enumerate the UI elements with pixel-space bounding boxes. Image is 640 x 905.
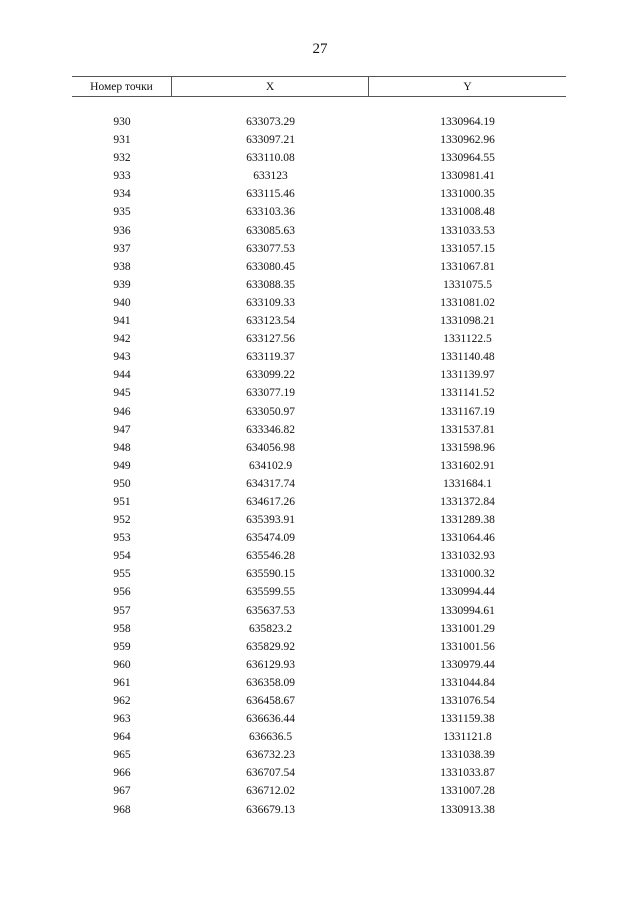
point-number-cell: 941 [113,315,131,328]
x-coordinate-cell: 635599.55 [246,586,295,599]
x-coordinate-cell: 633127.56 [246,333,295,346]
point-number-cell: 949 [113,459,131,472]
x-coordinate-cell: 635474.09 [246,532,295,545]
y-coordinate-cell: 1330979.44 [440,658,495,671]
point-number-cell: 952 [113,514,131,527]
table-row [72,384,566,402]
y-coordinate-cell: 1330913.38 [440,803,495,816]
y-coordinate-cell: 1330994.61 [440,604,495,617]
table-row [72,493,566,511]
y-coordinate-cell: 1331537.81 [440,423,495,436]
table-row [72,547,566,565]
table-row [72,330,566,348]
y-coordinate-cell: 1331033.53 [440,224,495,237]
point-number-cell: 954 [113,550,131,563]
y-coordinate-cell: 1331001.56 [440,640,495,653]
y-coordinate-cell: 1331064.46 [440,532,495,545]
table-row [72,511,566,529]
x-coordinate-cell: 636458.67 [246,695,295,707]
point-number-cell: 939 [113,278,131,291]
y-coordinate-cell: 1331372.84 [440,495,495,508]
table-row [72,782,566,800]
table-row [72,656,566,674]
table-row [72,565,566,583]
table-row [72,728,566,746]
point-number-cell: 931 [113,134,131,147]
table-row [72,149,566,167]
point-number-cell: 937 [113,242,131,255]
point-number-cell: 955 [113,568,131,581]
point-number-cell: 940 [113,296,131,309]
x-coordinate-cell: 633123 [253,170,288,183]
y-coordinate-cell: 1331684.1 [443,477,492,490]
table-row [72,185,566,203]
point-number-cell: 944 [113,369,131,382]
table-row [72,620,566,638]
y-coordinate-cell: 1330964.55 [440,152,495,165]
y-coordinate-cell: 1331032.93 [440,550,495,563]
point-number-cell: 932 [113,152,131,165]
table-row [72,348,566,366]
point-number-cell: 936 [113,224,131,237]
point-number-cell: 957 [113,604,131,617]
point-number-cell: 967 [113,785,131,798]
point-number-cell: 951 [113,495,131,508]
x-coordinate-cell: 633119.37 [246,351,295,364]
table-header-row [72,76,566,97]
point-number-cell: 963 [113,713,131,726]
table-row [72,746,566,764]
table-row [72,457,566,475]
y-coordinate-cell: 1331139.97 [440,369,495,382]
point-number-cell: 943 [113,351,131,364]
header-point-number: Номер точки [72,77,172,96]
y-coordinate-cell: 1331038.39 [440,749,495,762]
x-coordinate-cell: 633073.29 [246,116,295,128]
point-number-cell: 966 [113,767,131,780]
table-row [72,529,566,547]
x-coordinate-cell: 633099.22 [246,369,295,382]
point-number-cell: 961 [113,676,131,689]
y-coordinate-cell: 1331159.38 [440,713,495,726]
x-coordinate-cell: 635546.28 [246,550,295,563]
y-coordinate-cell: 1331141.52 [440,387,495,400]
x-coordinate-cell: 636636.44 [246,713,295,726]
point-number-cell: 964 [113,731,131,744]
y-coordinate-cell: 1331140.48 [440,351,495,364]
y-coordinate-cell: 1331057.15 [440,242,495,255]
point-number-cell: 947 [113,423,131,436]
x-coordinate-cell: 636636.5 [248,731,293,744]
x-coordinate-cell: 633085.63 [246,224,295,237]
x-coordinate-cell: 633050.97 [246,405,295,418]
x-coordinate-cell: 636358.09 [246,676,295,689]
table-row [72,439,566,457]
x-coordinate-cell: 636732.23 [246,749,295,762]
page-number: 27 [312,41,328,57]
x-coordinate-cell: 634617.26 [246,495,295,508]
table-body [72,113,566,819]
point-number-cell: 942 [113,333,131,346]
table-row [72,167,566,185]
point-number-cell: 935 [113,206,131,219]
y-coordinate-cell: 1331000.35 [440,188,495,201]
table-row [72,294,566,312]
x-coordinate-cell: 636712.02 [246,785,295,798]
table-row [72,113,566,131]
x-coordinate-cell: 633115.46 [246,188,295,201]
point-number-cell: 965 [113,749,131,762]
point-number-cell: 959 [113,640,131,653]
table-row [72,638,566,656]
x-coordinate-cell: 636707.54 [246,767,295,780]
y-coordinate-cell: 1331075.5 [443,278,492,291]
table-row [72,692,566,710]
point-number-cell: 930 [113,116,131,128]
x-coordinate-cell: 634317.74 [246,477,295,490]
point-number-cell: 962 [113,695,131,707]
y-coordinate-cell: 1331008.48 [440,206,495,219]
y-coordinate-cell: 1330981.41 [440,170,495,183]
x-coordinate-cell: 633077.53 [246,242,295,255]
x-coordinate-cell: 633077.19 [246,387,295,400]
point-number-cell: 938 [113,260,131,273]
table-row [72,276,566,294]
point-number-cell: 960 [113,658,131,671]
x-coordinate-cell: 633110.08 [246,152,295,165]
y-coordinate-cell: 1331121.8 [443,731,492,744]
point-number-cell: 934 [113,188,131,201]
x-coordinate-cell: 636129.93 [246,658,295,671]
x-coordinate-cell: 634056.98 [246,441,295,454]
x-coordinate-cell: 633103.36 [246,206,295,219]
x-coordinate-cell: 633080.45 [246,260,295,273]
y-coordinate-cell: 1331098.21 [440,315,495,328]
x-coordinate-cell: 636679.13 [246,803,295,816]
table-row [72,475,566,493]
x-coordinate-cell: 635590.15 [246,568,295,581]
table-row [72,366,566,384]
x-coordinate-cell: 635637.53 [246,604,295,617]
x-coordinate-cell: 633346.82 [246,423,295,436]
table-row [72,258,566,276]
point-number-cell: 968 [113,803,131,816]
header-y: Y [463,80,472,93]
header-x: X [172,77,369,96]
table-row [72,203,566,221]
coordinates-table [72,76,566,819]
table-row [72,801,566,819]
y-coordinate-cell: 1331289.38 [440,514,495,527]
y-coordinate-cell: 1331122.5 [443,333,492,346]
point-number-cell: 956 [113,586,131,599]
y-coordinate-cell: 1330964.19 [440,116,495,128]
point-number-cell: 948 [113,441,131,454]
y-coordinate-cell: 1331598.96 [440,441,495,454]
y-coordinate-cell: 1331044.84 [440,676,495,689]
y-coordinate-cell: 1331067.81 [440,260,495,273]
x-coordinate-cell: 633123.54 [246,315,295,328]
x-coordinate-cell: 635393.91 [246,514,295,527]
table-row [72,421,566,439]
y-coordinate-cell: 1331081.02 [440,296,495,309]
point-number-cell: 953 [113,532,131,545]
table-row [72,222,566,240]
y-coordinate-cell: 1331033.87 [440,767,495,780]
y-coordinate-cell: 1330994.44 [440,586,495,599]
x-coordinate-cell: 633088.35 [246,278,295,291]
y-coordinate-cell: 1331602.91 [440,459,495,472]
point-number-cell: 933 [113,170,131,183]
table-row [72,764,566,782]
x-coordinate-cell: 634102.9 [248,459,293,472]
y-coordinate-cell: 1331167.19 [440,405,495,418]
table-row [72,240,566,258]
table-row [72,312,566,330]
y-coordinate-cell: 1331076.54 [440,695,495,707]
x-coordinate-cell: 635823.2 [248,622,293,635]
point-number-cell: 945 [113,387,131,400]
table-row [72,602,566,620]
table-row [72,674,566,692]
y-coordinate-cell: 1331001.29 [440,622,495,635]
x-coordinate-cell: 635829.92 [246,640,295,653]
y-coordinate-cell: 1331000.32 [440,568,495,581]
x-coordinate-cell: 633109.33 [246,296,295,309]
table-row [72,131,566,149]
table-row [72,403,566,421]
point-number-cell: 946 [113,405,131,418]
y-coordinate-cell: 1331007.28 [440,785,495,798]
table-row [72,583,566,601]
point-number-cell: 950 [113,477,131,490]
point-number-cell: 958 [113,622,131,635]
y-coordinate-cell: 1330962.96 [440,134,495,147]
table-row [72,710,566,728]
x-coordinate-cell: 633097.21 [246,134,295,147]
